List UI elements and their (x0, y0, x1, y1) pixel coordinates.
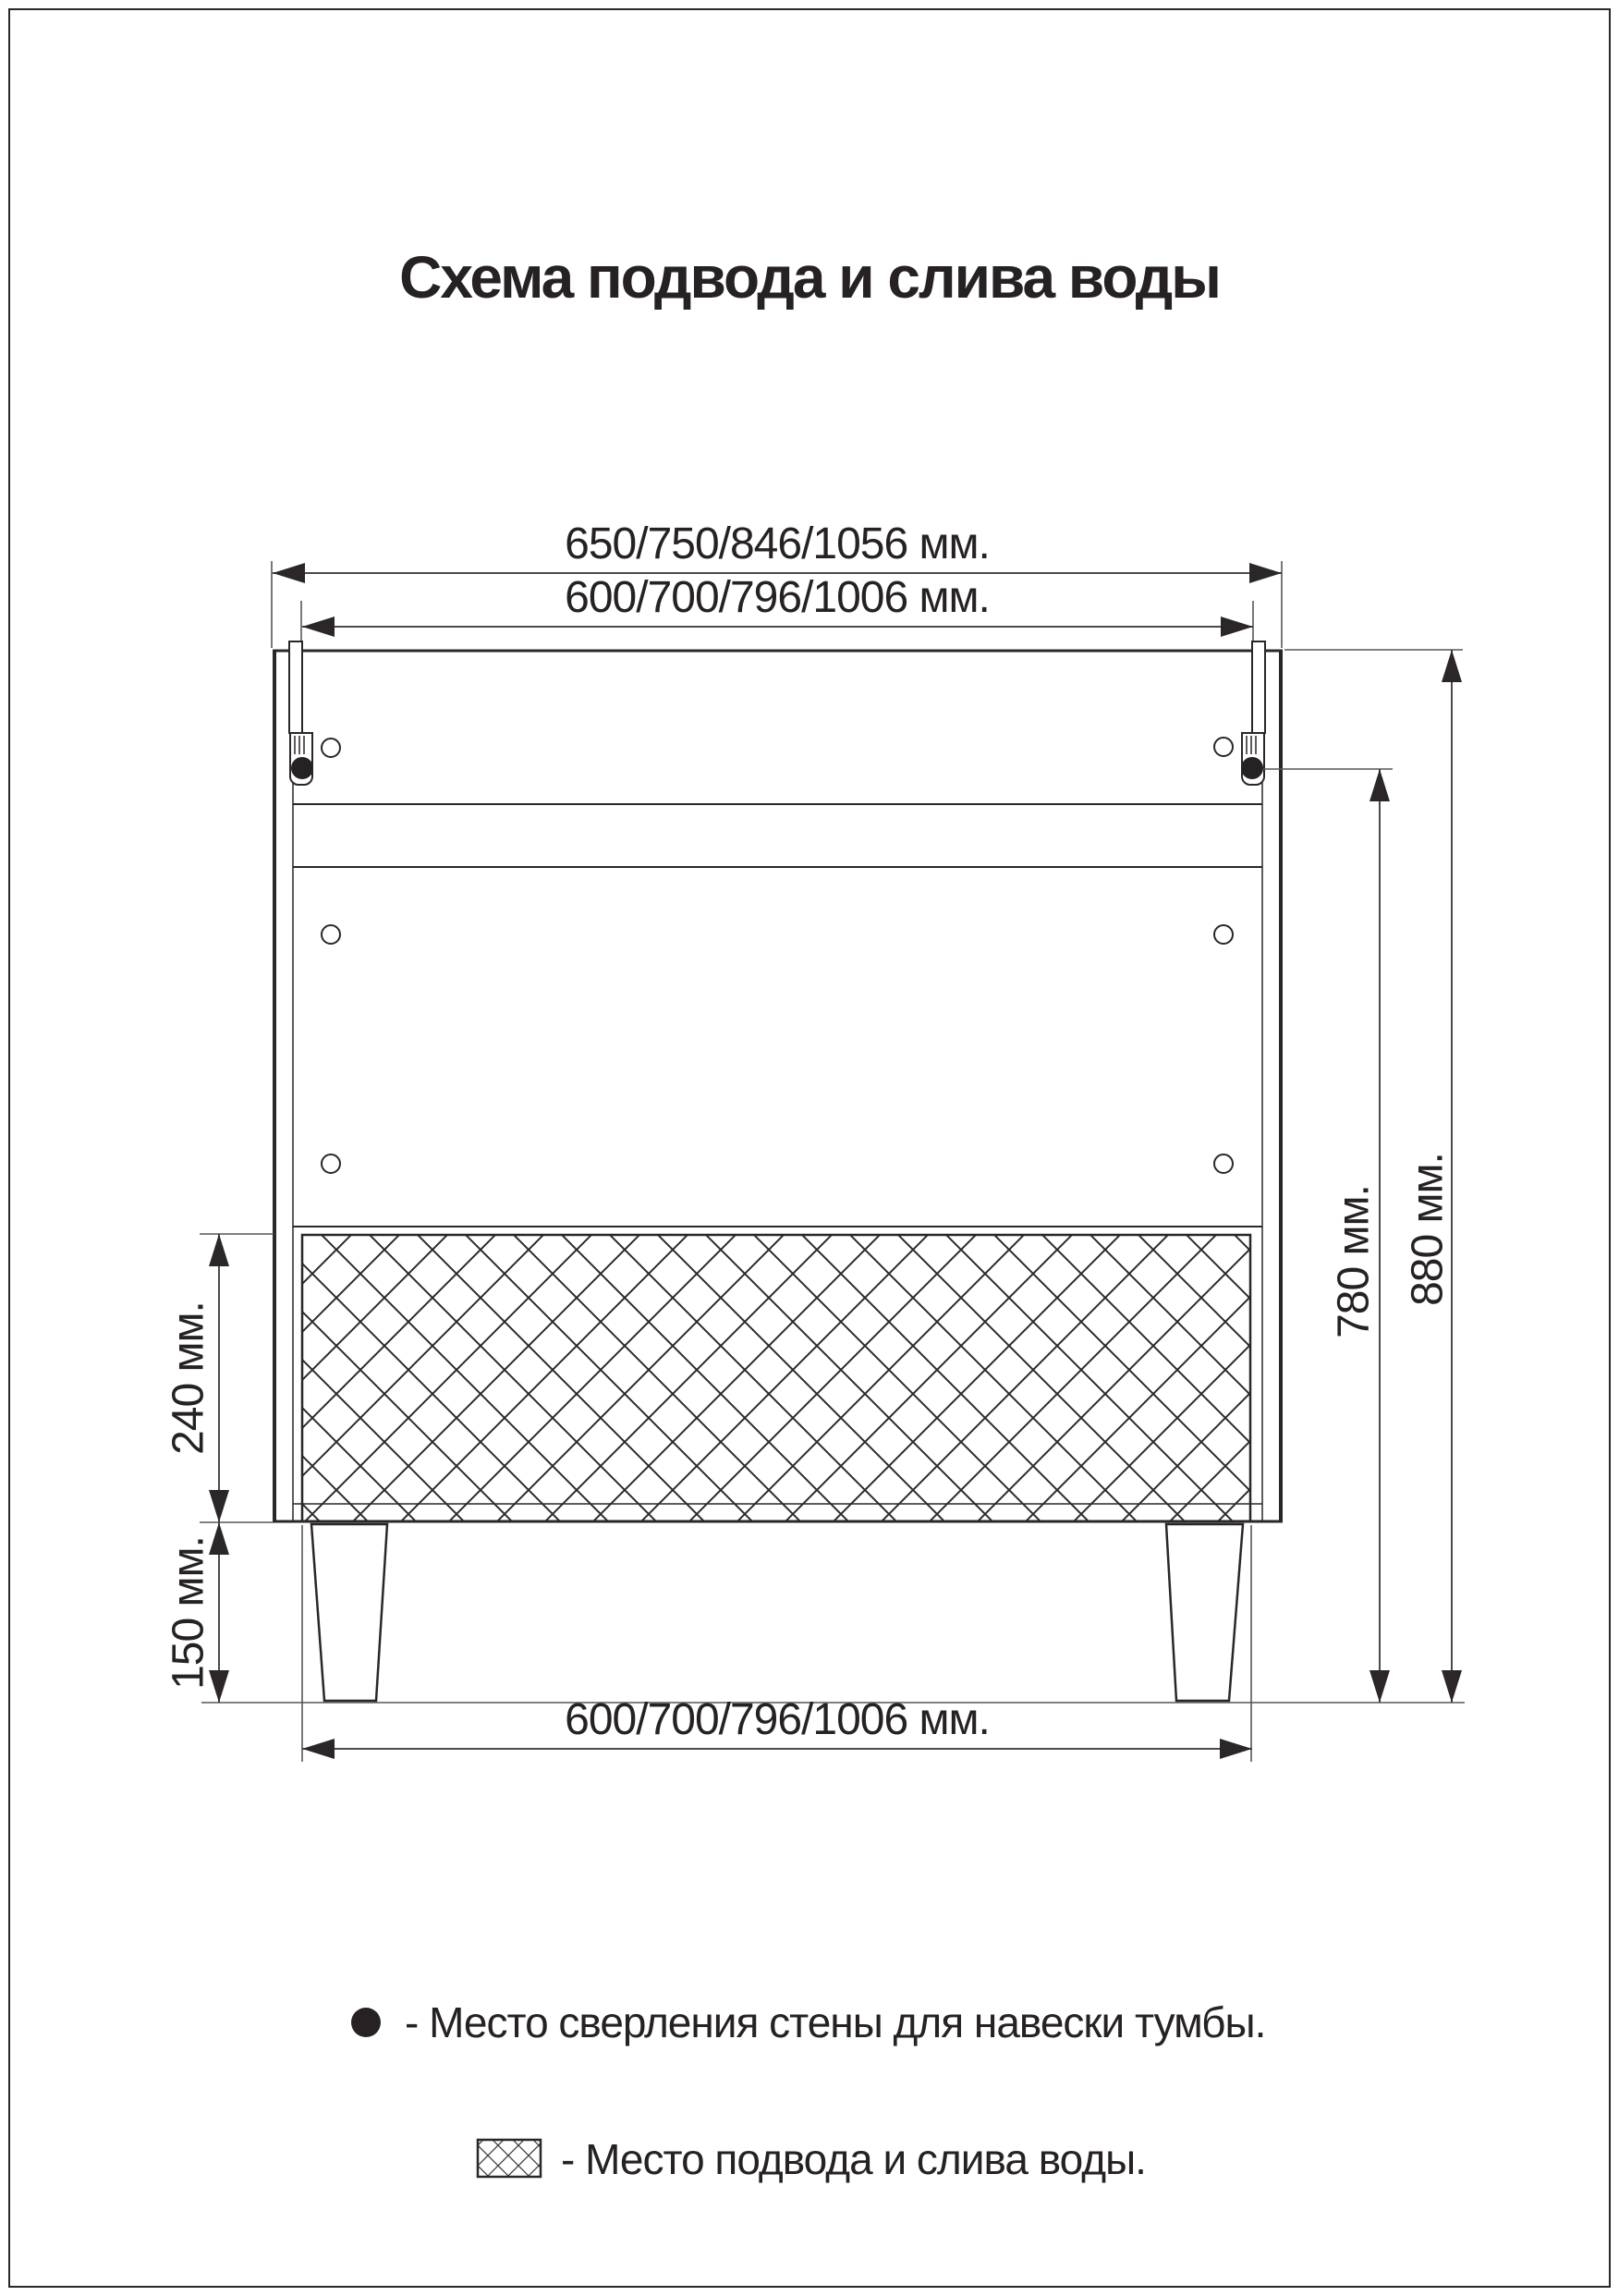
screw-hole (1214, 738, 1233, 756)
dim-label-top-outer: 650/750/846/1056 мм. (565, 519, 990, 568)
dim-label-top-inner: 600/700/796/1006 мм. (565, 573, 990, 622)
leg-left (311, 1524, 387, 1701)
dim-label-150: 150 мм. (164, 1536, 213, 1690)
dim-label-240: 240 мм. (164, 1301, 213, 1455)
legend-water-label: - Место подвода и слива воды. (561, 2135, 1146, 2183)
diagram-title: Схема подвода и слива воды (399, 244, 1220, 311)
legend-water-hatch-icon (478, 2140, 541, 2177)
screw-hole (1214, 1154, 1233, 1173)
page-frame (9, 9, 1610, 2287)
water-zone-hatch-area (302, 1235, 1250, 1521)
dim-label-880: 880 мм. (1403, 1153, 1453, 1306)
screw-hole (1214, 925, 1233, 944)
legend-drill-label: - Место сверления стены для навески тумбы. (405, 1998, 1266, 2046)
screw-hole (322, 1154, 340, 1173)
legend-drill-point-icon (351, 2008, 381, 2037)
mounting-bracket-right (1241, 641, 1265, 785)
leg-right (1166, 1524, 1243, 1701)
dim-label-780: 780 мм. (1329, 1185, 1379, 1338)
bracket-rail-left (289, 641, 302, 733)
bracket-rail-right (1252, 641, 1265, 733)
mounting-bracket-left (289, 641, 313, 785)
drill-point-right-icon (1241, 757, 1263, 779)
screw-hole (322, 739, 340, 757)
dim-label-bottom: 600/700/796/1006 мм. (565, 1695, 990, 1744)
drill-point-left-icon (291, 757, 313, 779)
screw-hole (322, 925, 340, 944)
